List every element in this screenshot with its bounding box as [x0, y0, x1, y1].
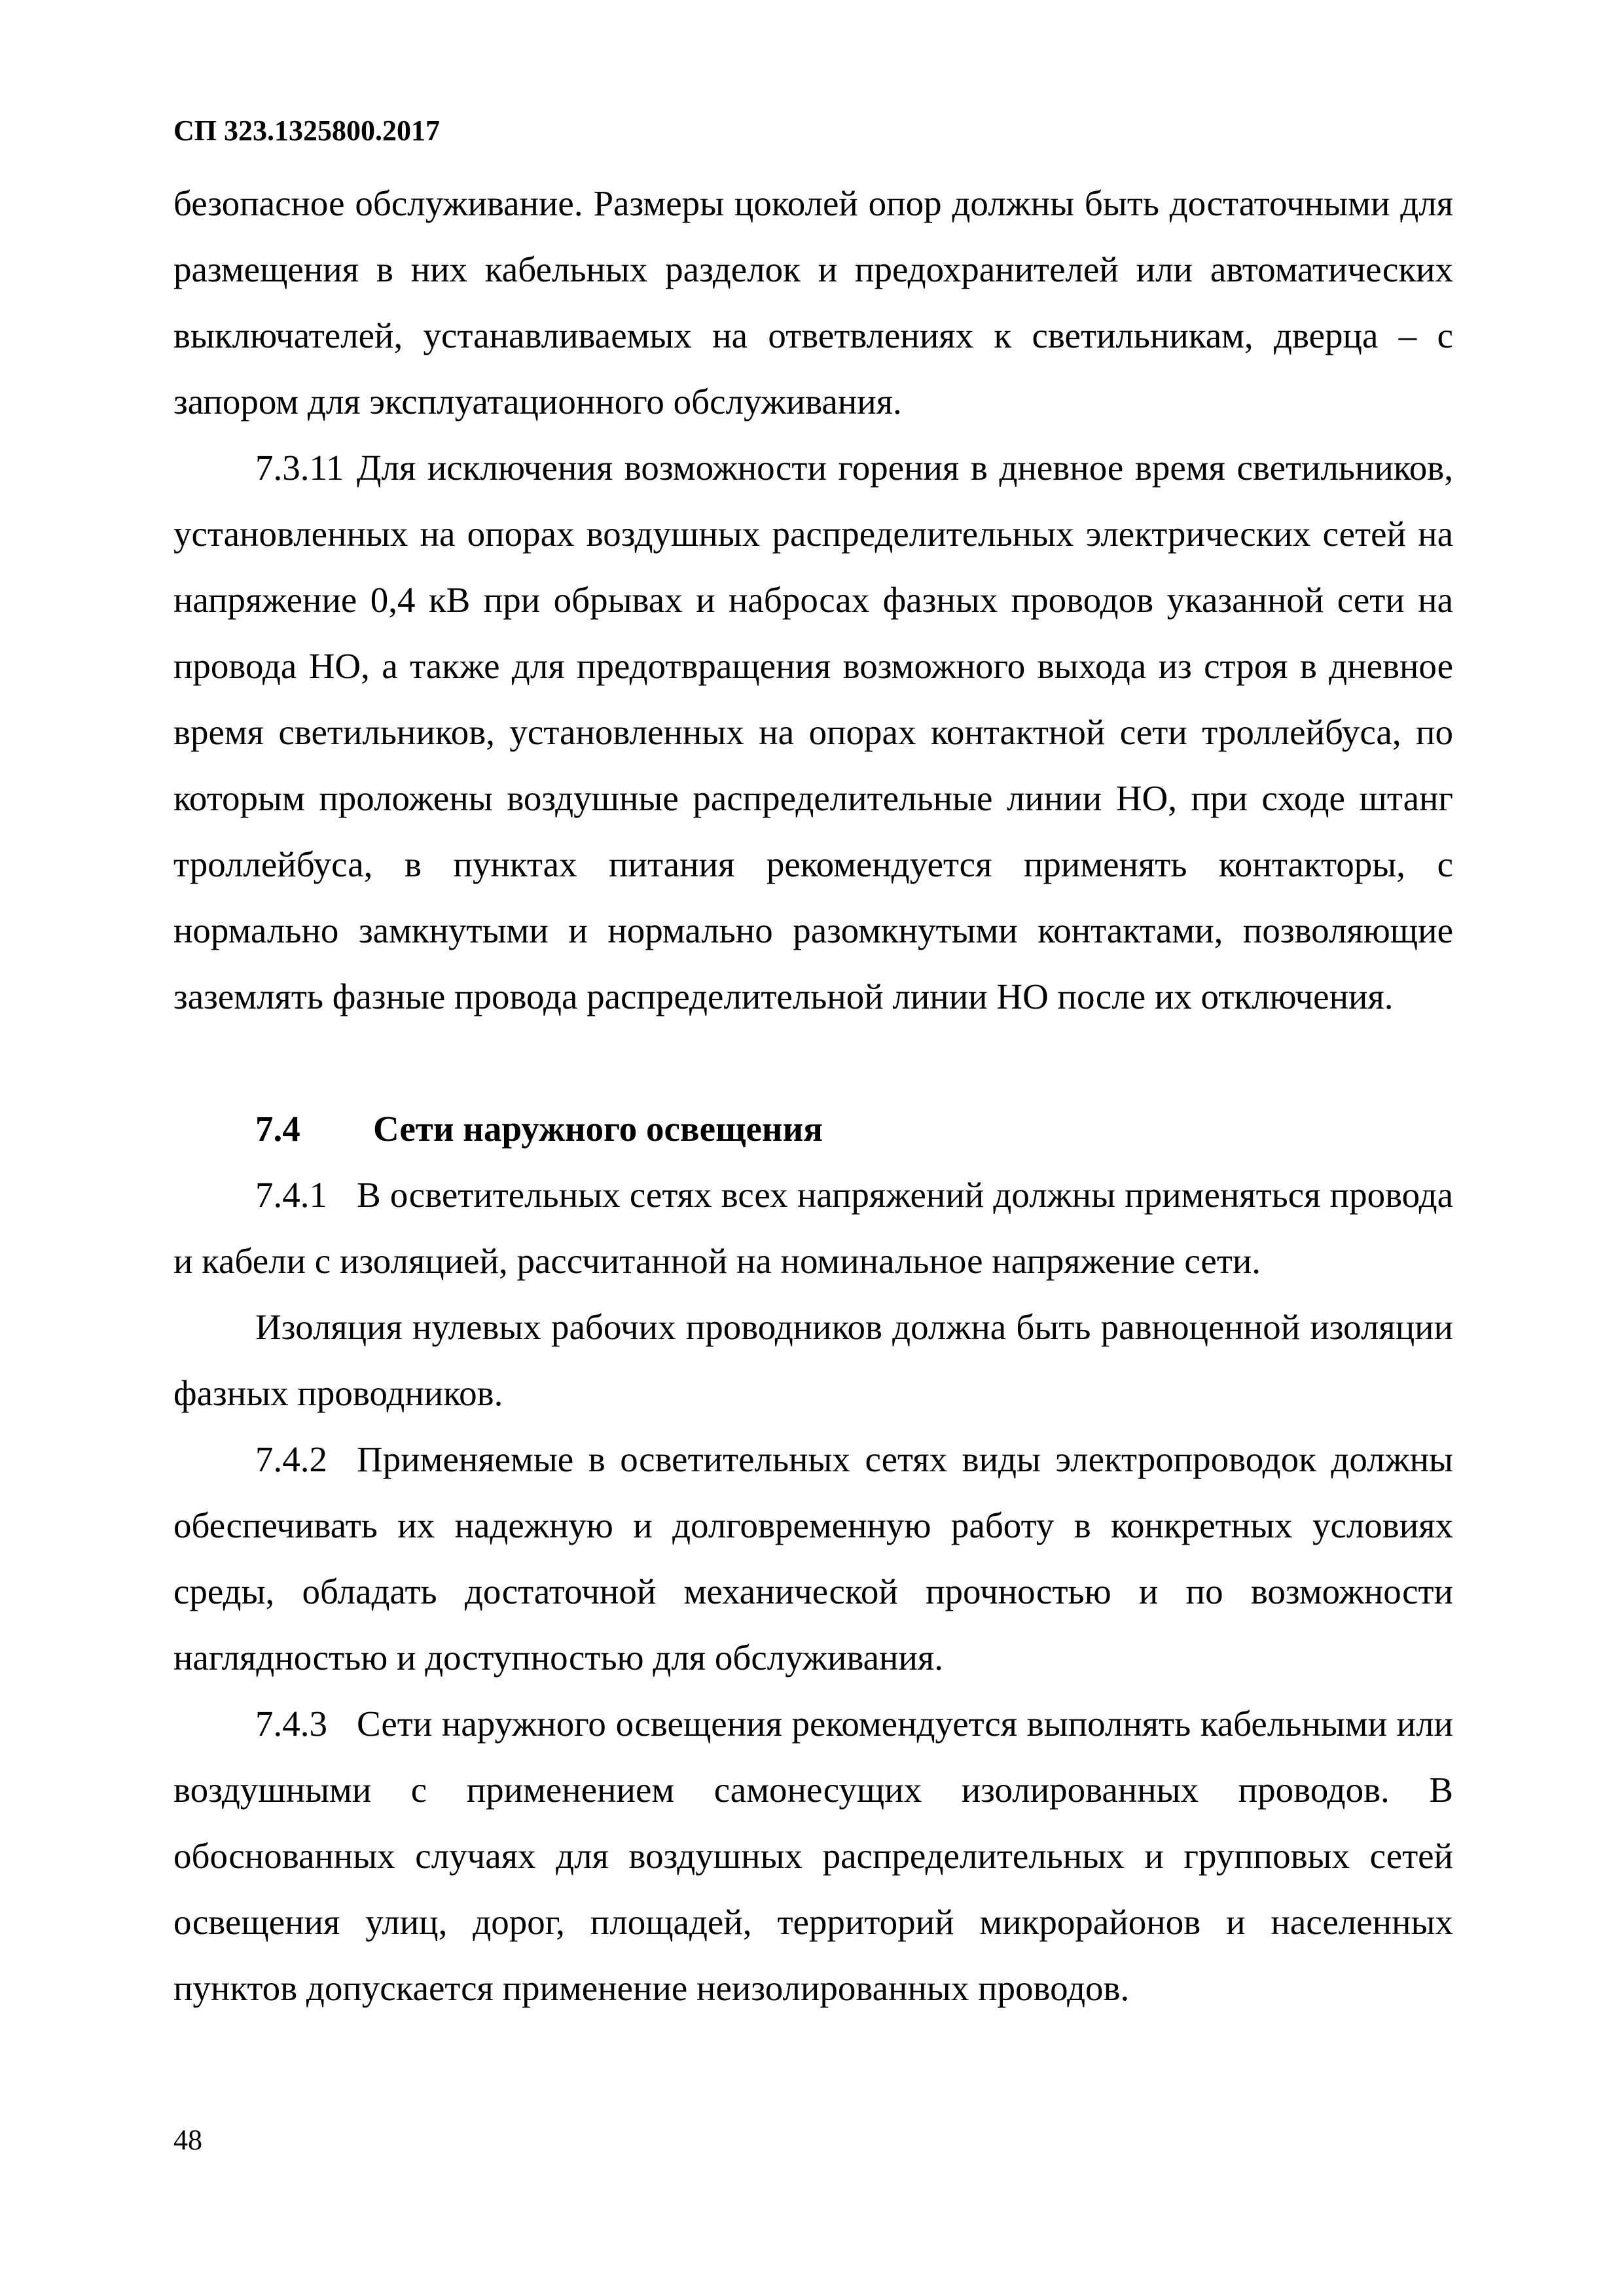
document-code: СП 323.1325800.2017 [173, 115, 440, 147]
spacer [173, 1030, 1453, 1096]
paragraph-continuation: безопасное обслуживание. Размеры цоколей опор должны быть достаточными для размещения в них кабельных разделок и предохранителей или автоматических выключателей, устанавливаемых на ответвлениях к светильникам, дверца – с запором для эксплуатационного обслуживания. [173, 183, 1453, 422]
page-number: 48 [173, 2124, 202, 2156]
section-heading [173, 1096, 1453, 1162]
clause-number: 7.4.3 [255, 1704, 327, 1744]
clause-number: 7.4.2 [255, 1439, 327, 1479]
clause-7-4-1-extra: Изоляция нулевых рабочих проводников должна быть равноценной изоляции фазных проводников. [173, 1307, 1453, 1413]
body-text [173, 170, 1453, 2021]
section-number: 7.4 [255, 1109, 300, 1149]
clause-number: 7.4.1 [255, 1175, 327, 1215]
clause-7-4-3 [173, 1691, 1453, 2021]
clause-text: Применяемые в осветительных сетях виды электропроводок должны обеспечивать их надежную и долговременную работу в конкретных условиях среды, обладать достаточной механической прочностью и по возможности наглядностью и доступностью для обслуживания. [173, 1439, 1453, 1677]
clause-text: Сети наружного освещения рекомендуется выполнять кабельными или воздушными с применением самонесущих изолированных проводов. В обоснованных случаях для воздушных распределительных и групповых сетей освещения улиц, дорог, площадей, территорий микрорайонов и населенных пунктов допускается применение неизолированных проводов. [173, 1704, 1453, 2008]
section-title: Сети наружного освещения [373, 1109, 823, 1149]
clause-7-4-2 [173, 1426, 1453, 1691]
clause-text: В осветительных сетях всех напряжений должны применяться провода и кабели с изоляцией, рассчитанной на номинальное напряжение сети. [173, 1175, 1453, 1281]
clause-text: Для исключения возможности горения в дневное время светильников, установленных на опорах воздушных распределительных электрических сетей на напряжение 0,4 кВ при обрывах и набросах фазных проводов указанной сети на провода НО, а также для предотвращения возможного выхода из строя в дневное время светильников, установленных на опорах контактной сети троллейбуса, по которым проложены воздушные распределительные линии НО, при сходе штанг троллейбуса, в пунктах питания рекомендуется применять контакторы, с нормально замкнутыми и нормально разомкнутыми контактами, позволяющие заземлять фазные провода распределительной линии НО после их отключения. [173, 448, 1453, 1016]
clause-7-3-11 [173, 435, 1453, 1030]
clause-number: 7.3.11 [255, 448, 344, 488]
clause-7-4-1 [173, 1162, 1453, 1294]
